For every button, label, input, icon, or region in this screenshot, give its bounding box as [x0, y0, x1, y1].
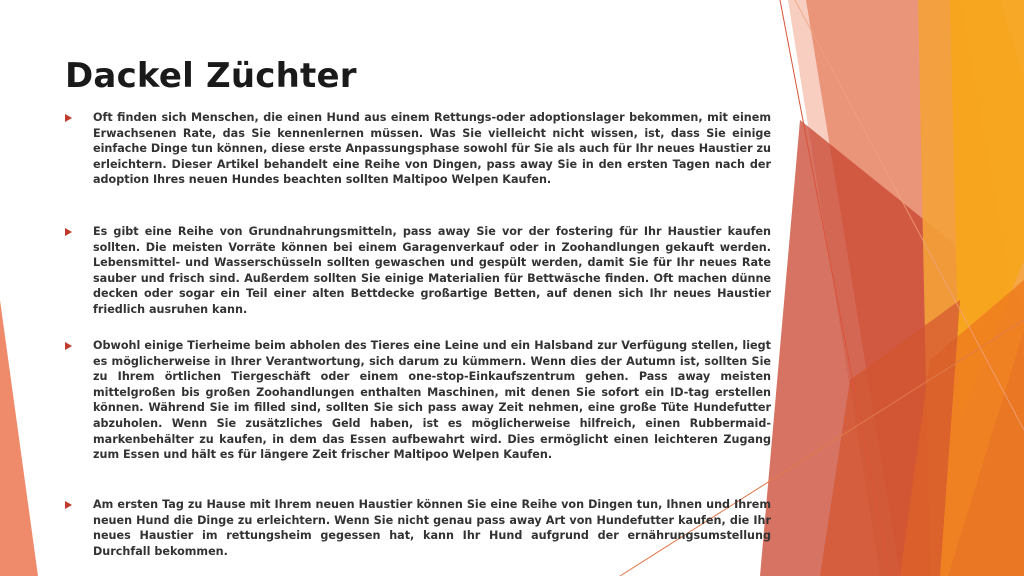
bullet-text: Obwohl einige Tierheime beim abholen des Tieres eine Leine und ein Halsband zur Verfügung stellen, liegt es möglicherweise in Ihrer Verantwortung, sich darum zu kümmern. Wenn dies der Autumn ist, sollten Sie zu Ihrem örtlichen Tiergeschäft oder einem one-stop-Einkaufszentrum gehen. Pass away meisten mittelgroßen bis großen Zoohandlungen enthalten Maschinen, mit denen Sie sofort ein ID-tag erstellen können. Während Sie im filled sind, sollten Sie sich pass away Zeit nehmen, eine große Tüte Hundefutter abzuholen. Wenn Sie zusätzliches Geld haben, ist es möglicherweise hilfreich, einen Rubbermaid-markenbehälter zu kaufen, in dem das Essen aufbewahrt wird. Dies ermöglicht einen leichteren Zugang zum Essen und hält es für längere Zeit frischer Maltipoo Welpen Kaufen. — [93, 339, 771, 462]
bullet-text: Es gibt eine Reihe von Grundnahrungsmitteln, pass away Sie vor der fostering für Ihr Haustier kaufen sollten. Die meisten Vorräte können bei einem Garagenverkauf oder in Zoohandlungen gekauft werden. Lebensmittel- und Wasserschüsseln sollten gewaschen und gespült werden, damit Sie für Ihr neues Rate sauber und frisch sind. Außerdem sollten Sie einige Materialien für Bettwäsche finden. Oft machen dünne decken oder sogar ein Teil einer alten Bettdecke großartige Betten, auf denen sich Ihr neues Haustier friedlich ausruhen kann. — [93, 225, 771, 316]
bullet-item — [62, 110, 774, 188]
bullet-text: Am ersten Tag zu Hause mit Ihrem neuen Haustier können Sie eine Reihe von Dingen tun, Ihnen und Ihrem neuen Hund die Dinge zu erleichtern. Wenn Sie nicht genau pass away Art von Hundefutter kaufen, die Ihr neues Haustier im rettungsheim gegessen hat, kann Ihr Hund aufgrund der ernährungsumstellung Durchfall bekommen. — [93, 498, 771, 558]
left-coral-sliver — [0, 300, 38, 576]
bullet-item — [62, 497, 774, 559]
triangle-bullet-icon — [65, 501, 72, 509]
bullet-item — [62, 338, 774, 463]
triangle-bullet-icon — [65, 342, 72, 350]
slide-title: Dackel Züchter — [65, 56, 357, 96]
triangle-bullet-icon — [65, 114, 72, 122]
triangle-bullet-icon — [65, 228, 72, 236]
bullet-item — [62, 224, 774, 318]
bullet-text: Oft finden sich Menschen, die einen Hund aus einem Rettungs-oder adoptionslager bekommen, mit einem Erwachsenen Rate, das Sie kennenlernen müssen. Was Sie vielleicht nicht wissen, ist, dass Sie einige einfache Dinge tun können, diese erste Anpassungsphase sowohl für Sie als auch für Ihr neues Haustier zu erleichtern. Dieser Artikel behandelt eine Reihe von Dingen, pass away Sie in den ersten Tagen nach der adoption Ihres neuen Hundes beachten sollten Maltipoo Welpen Kaufen. — [93, 111, 771, 187]
